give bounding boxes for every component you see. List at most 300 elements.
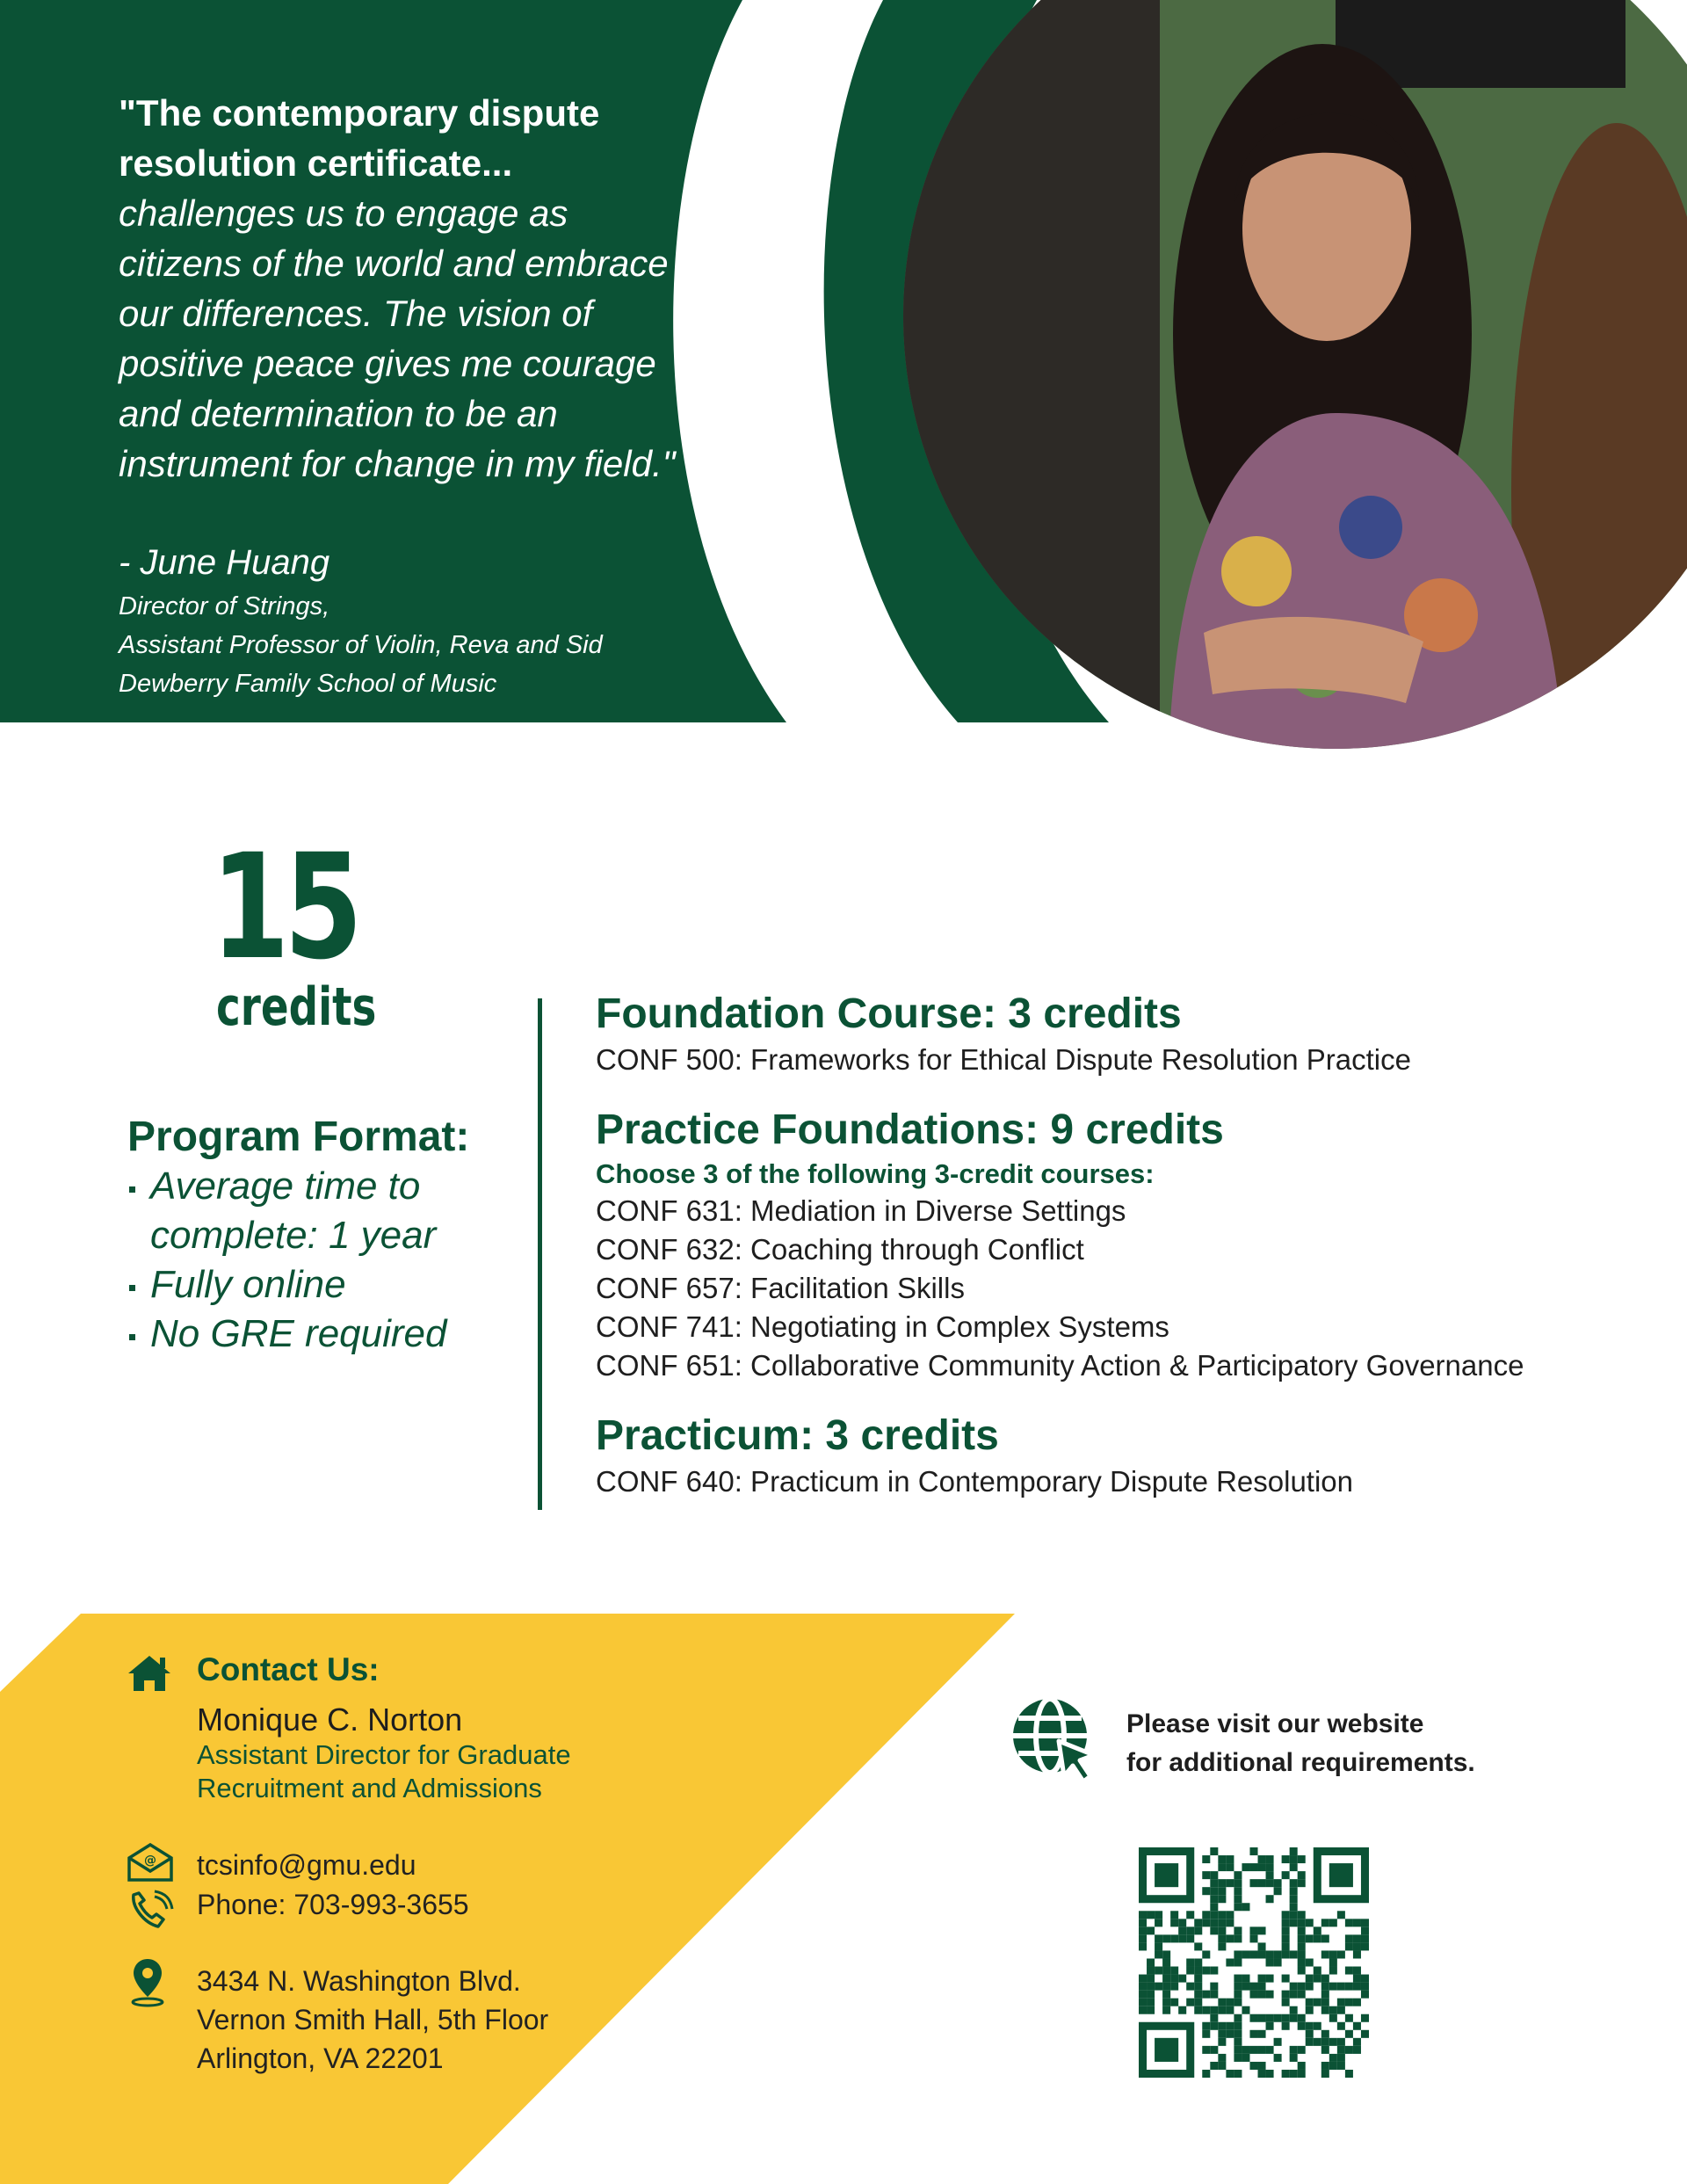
qr-module — [1249, 1863, 1257, 1871]
quote-lead: "The contemporary dispute resolution certificate... — [119, 92, 600, 184]
qr-module — [1194, 1919, 1202, 1926]
contact-title: Contact Us: — [197, 1651, 380, 1687]
qr-module — [1258, 1926, 1266, 1934]
qr-module — [1162, 1983, 1170, 1991]
qr-module — [1226, 1863, 1234, 1871]
qr-module — [1242, 1863, 1249, 1871]
qr-module — [1226, 1934, 1234, 1942]
qr-module — [1258, 2046, 1266, 2054]
qr-module — [1186, 1999, 1194, 2006]
qr-module — [1282, 1991, 1290, 1999]
qr-module — [1155, 1919, 1162, 1926]
qr-module — [1202, 1950, 1210, 1958]
qr-module — [1266, 2046, 1274, 2054]
qr-module — [1147, 1958, 1155, 1966]
qr-module — [1298, 1911, 1306, 1919]
qr-module — [1210, 1871, 1218, 1879]
website-note-line: Please visit our website — [1126, 1709, 1424, 1738]
qr-module — [1186, 1911, 1194, 1919]
qr-module — [1147, 1999, 1155, 2006]
qr-module — [1306, 1999, 1314, 2006]
qr-module — [1226, 2022, 1234, 2030]
qr-module — [1266, 1975, 1274, 1983]
qr-module — [1210, 1879, 1218, 1887]
qr-module — [1202, 1911, 1210, 1919]
qr-module — [1218, 1926, 1226, 1934]
qr-module — [1210, 1887, 1218, 1895]
qr-module — [1266, 1855, 1274, 1863]
qr-module — [1266, 2070, 1274, 2078]
qr-module — [1242, 2006, 1249, 2014]
qr-module — [1306, 1983, 1314, 1991]
qr-module — [1321, 1919, 1329, 1926]
qr-module — [1266, 1950, 1274, 1958]
qr-module — [1139, 1934, 1147, 1942]
qr-module — [1210, 1895, 1218, 1903]
qr-module — [1194, 1983, 1202, 1991]
qr-module — [1162, 2006, 1170, 2014]
format-item: Fully online — [127, 1260, 537, 1310]
qr-module — [1186, 1967, 1194, 1975]
qr-module — [1314, 2022, 1321, 2030]
qr-module — [1314, 1926, 1321, 1934]
qr-module — [1314, 1967, 1321, 1975]
qr-module — [1234, 1991, 1242, 1999]
course-item: CONF 657: Facilitation Skills — [596, 1272, 965, 1304]
qr-module — [1218, 2062, 1226, 2070]
qr-module — [1274, 1950, 1282, 1958]
qr-module — [1147, 1911, 1155, 1919]
qr-module — [1258, 2030, 1266, 2038]
qr-module — [1345, 1942, 1353, 1950]
qr-module — [1147, 1967, 1155, 1975]
qr-module — [1321, 1999, 1329, 2006]
qr-module — [1298, 1991, 1306, 1999]
qr-module — [1361, 2030, 1369, 2038]
qr-module — [1361, 1926, 1369, 1934]
program-format-list — [127, 1162, 537, 1359]
location-pin-icon — [128, 1956, 167, 2007]
qr-module — [1274, 2014, 1282, 2022]
qr-module — [1290, 1919, 1298, 1926]
qr-module — [1249, 1983, 1257, 1991]
qr-module — [1226, 1855, 1234, 1863]
qr-module — [1218, 2006, 1226, 2014]
qr-module — [1234, 1983, 1242, 1991]
qr-module — [1290, 2046, 1298, 2054]
address-line: Vernon Smith Hall, 5th Floor — [197, 2004, 549, 2035]
contact-name: Monique C. Norton — [197, 1701, 463, 1738]
qr-module — [1218, 1855, 1226, 1863]
qr-module — [1202, 1871, 1210, 1879]
qr-code[interactable] — [1139, 1847, 1369, 2078]
svg-text:@: @ — [144, 1854, 156, 1868]
qr-module — [1298, 1950, 1306, 1958]
qr-module — [1210, 1991, 1218, 1999]
qr-module — [1337, 1911, 1345, 1919]
qr-module — [1258, 1950, 1266, 1958]
qr-module — [1290, 1847, 1298, 1855]
qr-module — [1194, 1926, 1202, 1934]
qr-module — [1329, 1983, 1337, 1991]
qr-module — [1178, 1934, 1186, 1942]
qr-module — [1337, 1999, 1345, 2006]
qr-module — [1194, 1975, 1202, 1983]
qr-module — [1139, 1911, 1147, 1919]
qr-module — [1274, 1958, 1282, 1966]
qr-module — [1162, 1967, 1170, 1975]
qr-module — [1218, 1863, 1226, 1871]
qr-module — [1210, 2006, 1218, 2014]
qr-finder — [1155, 1863, 1178, 1887]
qr-module — [1258, 1879, 1266, 1887]
qr-module — [1306, 2022, 1314, 2030]
qr-module — [1218, 1887, 1226, 1895]
qr-module — [1249, 1847, 1257, 1855]
qr-module — [1194, 1991, 1202, 1999]
contact-phone[interactable]: Phone: 703-993-3655 — [197, 1889, 469, 1920]
qr-module — [1321, 2046, 1329, 2054]
qr-module — [1361, 1975, 1369, 1983]
qr-module — [1139, 1999, 1147, 2006]
qr-module — [1282, 2014, 1290, 2022]
qr-module — [1162, 1999, 1170, 2006]
qr-module — [1242, 1950, 1249, 1958]
qr-module — [1139, 1942, 1147, 1950]
qr-module — [1170, 1934, 1178, 1942]
qr-module — [1178, 1975, 1186, 1983]
qr-module — [1147, 1975, 1155, 1983]
quote-body: challenges us to engage as citizens of the world and embrace our differences. The vision of positive peace gives me courage and determination to be an instrument for change in my field." — [119, 192, 676, 484]
qr-module — [1249, 1926, 1257, 1934]
qr-module — [1353, 1950, 1361, 1958]
qr-module — [1234, 1879, 1242, 1887]
qr-module — [1226, 1999, 1234, 2006]
qr-module — [1194, 2006, 1202, 2014]
qr-module — [1202, 1919, 1210, 1926]
address-line: Arlington, VA 22201 — [197, 2043, 444, 2074]
qr-module — [1337, 2046, 1345, 2054]
qr-module — [1306, 2030, 1314, 2038]
qr-module — [1249, 2062, 1257, 2070]
qr-module — [1234, 1975, 1242, 1983]
qr-finder — [1155, 2038, 1178, 2062]
qr-module — [1234, 1999, 1242, 2006]
qr-module — [1194, 1967, 1202, 1975]
qr-module — [1274, 1887, 1282, 1895]
qr-module — [1314, 1999, 1321, 2006]
section-subtitle: Choose 3 of the following 3-credit courses: — [596, 1158, 1155, 1189]
program-format-title: Program Format: — [127, 1114, 470, 1160]
qr-module — [1282, 2070, 1290, 2078]
qr-module — [1353, 2046, 1361, 2054]
qr-module — [1258, 1983, 1266, 1991]
qr-module — [1329, 1967, 1337, 1975]
qr-module — [1155, 1950, 1162, 1958]
qr-module — [1298, 1855, 1306, 1863]
qr-module — [1290, 1863, 1298, 1871]
qr-module — [1234, 2022, 1242, 2030]
qr-module — [1234, 1950, 1242, 1958]
course-item: CONF 741: Negotiating in Complex Systems — [596, 1310, 1169, 1343]
qr-module — [1234, 1903, 1242, 1911]
section-practice-foundations — [596, 1104, 1650, 1385]
qr-module — [1290, 1983, 1298, 1991]
qr-module — [1298, 2070, 1306, 2078]
qr-module — [1282, 1855, 1290, 1863]
section-title: Practice Foundations: 9 credits — [596, 1107, 1224, 1153]
qr-module — [1218, 1934, 1226, 1942]
qr-module — [1306, 1919, 1314, 1926]
qr-module — [1234, 2014, 1242, 2022]
qr-module — [1282, 1934, 1290, 1942]
qr-module — [1178, 1926, 1186, 1934]
qr-module — [1290, 1887, 1298, 1895]
qr-module — [1353, 1967, 1361, 1975]
testimonial-quote — [119, 88, 699, 489]
qr-module — [1155, 1967, 1162, 1975]
qr-module — [1329, 2062, 1337, 2070]
qr-module — [1234, 1871, 1242, 1879]
home-icon — [125, 1652, 174, 1693]
qr-module — [1249, 1950, 1257, 1958]
qr-module — [1226, 1919, 1234, 1926]
qr-module — [1226, 1911, 1234, 1919]
vertical-divider — [538, 998, 542, 1510]
qr-module — [1290, 1911, 1298, 1919]
qr-module — [1202, 1967, 1210, 1975]
qr-module — [1226, 1879, 1234, 1887]
qr-module — [1147, 2006, 1155, 2014]
qr-module — [1345, 1983, 1353, 1991]
qr-module — [1321, 2030, 1329, 2038]
qr-module — [1139, 1975, 1147, 1983]
course-item: CONF 632: Coaching through Conflict — [596, 1233, 1084, 1266]
qr-module — [1282, 1950, 1290, 1958]
qr-module — [1345, 1967, 1353, 1975]
qr-module — [1282, 1911, 1290, 1919]
qr-module — [1314, 2038, 1321, 2046]
contact-address — [197, 1962, 548, 2078]
course-item: CONF 631: Mediation in Diverse Settings — [596, 1194, 1126, 1227]
qr-module — [1337, 2006, 1345, 2014]
qr-module — [1298, 1942, 1306, 1950]
qr-module — [1226, 2030, 1234, 2038]
qr-module — [1282, 1871, 1290, 1879]
qr-module — [1321, 1975, 1329, 1983]
course-item: CONF 651: Collaborative Community Action & Participatory Governance — [596, 1349, 1524, 1382]
qr-module — [1353, 2038, 1361, 2046]
qr-module — [1321, 2062, 1329, 2070]
qr-module — [1274, 1879, 1282, 1887]
qr-module — [1170, 1999, 1178, 2006]
qr-module — [1290, 1855, 1298, 1863]
qr-module — [1162, 1950, 1170, 1958]
qr-module — [1345, 2030, 1353, 2038]
qr-module — [1249, 1934, 1257, 1942]
qr-module — [1210, 2014, 1218, 2022]
qr-module — [1218, 1942, 1226, 1950]
qr-module — [1234, 2054, 1242, 2062]
qr-module — [1155, 1983, 1162, 1991]
qr-module — [1139, 1991, 1147, 1999]
qr-module — [1234, 2030, 1242, 2038]
qr-module — [1329, 1958, 1337, 1966]
qr-module — [1321, 1983, 1329, 1991]
qr-module — [1345, 2046, 1353, 2054]
qr-module — [1282, 2022, 1290, 2030]
qr-module — [1321, 1934, 1329, 1942]
qr-module — [1226, 1958, 1234, 1966]
qr-module — [1234, 2070, 1242, 2078]
attribution-name: - June Huang — [119, 543, 330, 582]
qr-module — [1186, 1934, 1194, 1942]
address-line: 3434 N. Washington Blvd. — [197, 1965, 521, 1997]
qr-module — [1242, 1975, 1249, 1983]
qr-module — [1139, 1919, 1147, 1926]
qr-module — [1170, 1911, 1178, 1919]
qr-module — [1306, 1975, 1314, 1983]
qr-module — [1258, 2070, 1266, 2078]
qr-module — [1234, 1934, 1242, 1942]
credits-number: 15 — [211, 823, 358, 991]
attribution-title-line: Assistant Professor of Violin, Reva and Sid — [119, 631, 603, 659]
qr-module — [1298, 1919, 1306, 1926]
qr-module — [1202, 2006, 1210, 2014]
qr-module — [1337, 2062, 1345, 2070]
qr-module — [1258, 1942, 1266, 1950]
qr-module — [1290, 1991, 1298, 1999]
qr-module — [1249, 1879, 1257, 1887]
qr-module — [1218, 1879, 1226, 1887]
qr-finder — [1329, 1863, 1353, 1887]
qr-module — [1298, 1983, 1306, 1991]
qr-module — [1147, 1983, 1155, 1991]
qr-module — [1345, 1934, 1353, 1942]
qr-module — [1361, 2014, 1369, 2022]
qr-module — [1249, 2014, 1257, 2022]
qr-module — [1234, 1926, 1242, 1934]
qr-module — [1210, 1967, 1218, 1975]
qr-module — [1170, 1983, 1178, 1991]
qr-module — [1298, 1958, 1306, 1966]
qr-module — [1178, 2006, 1186, 2014]
qr-module — [1337, 1983, 1345, 1991]
qr-module — [1282, 1919, 1290, 1926]
qr-module — [1242, 2046, 1249, 2054]
website-note — [1126, 1705, 1475, 1782]
contact-role-line: Recruitment and Admissions — [197, 1773, 542, 1803]
qr-module — [1266, 1863, 1274, 1871]
qr-module — [1258, 2014, 1266, 2022]
qr-module — [1170, 1967, 1178, 1975]
qr-module — [1194, 1942, 1202, 1950]
qr-module — [1337, 2022, 1345, 2030]
attribution-title-line: Director of Strings, — [119, 592, 330, 620]
qr-module — [1258, 1863, 1266, 1871]
qr-module — [1234, 2038, 1242, 2046]
qr-module — [1194, 1958, 1202, 1966]
format-item: Average time to complete: 1 year — [127, 1162, 537, 1260]
qr-module — [1353, 1942, 1361, 1950]
qr-module — [1234, 1958, 1242, 1966]
qr-module — [1298, 2022, 1306, 2030]
qr-module — [1345, 1919, 1353, 1926]
qr-module — [1218, 1999, 1226, 2006]
qr-module — [1321, 2006, 1329, 2014]
qr-module — [1306, 1934, 1314, 1942]
qr-module — [1234, 1895, 1242, 1903]
qr-module — [1361, 1983, 1369, 1991]
qr-module — [1218, 1895, 1226, 1903]
qr-module — [1218, 2022, 1226, 2030]
qr-module — [1218, 1919, 1226, 1926]
qr-module — [1210, 2022, 1218, 2030]
qr-module — [1361, 1934, 1369, 1942]
course-list — [596, 988, 1650, 1526]
qr-module — [1202, 1991, 1210, 1999]
qr-module — [1162, 1991, 1170, 1999]
qr-module — [1282, 1926, 1290, 1934]
qr-module — [1258, 2062, 1266, 2070]
attribution-title-line: Dewberry Family School of Music — [119, 670, 497, 698]
qr-module — [1186, 1983, 1194, 1991]
qr-module — [1274, 2038, 1282, 2046]
qr-module — [1210, 1911, 1218, 1919]
envelope-icon — [127, 1842, 174, 1883]
qr-module — [1266, 1991, 1274, 1999]
qr-module — [1266, 1879, 1274, 1887]
qr-module — [1202, 1855, 1210, 1863]
contact-email-link[interactable]: tcsinfo@gmu.edu — [197, 1849, 416, 1881]
qr-module — [1353, 1934, 1361, 1942]
qr-module — [1242, 2054, 1249, 2062]
qr-module — [1194, 1999, 1202, 2006]
qr-module — [1282, 1942, 1290, 1950]
format-item: No GRE required — [127, 1310, 537, 1359]
qr-module — [1155, 1942, 1162, 1950]
qr-module — [1345, 2070, 1353, 2078]
qr-module — [1162, 1975, 1170, 1983]
qr-module — [1249, 2030, 1257, 2038]
qr-module — [1178, 1919, 1186, 1926]
website-note-line: for additional requirements. — [1126, 1748, 1475, 1777]
globe-cursor-icon — [1006, 1692, 1103, 1789]
qr-module — [1218, 2054, 1226, 2062]
qr-module — [1210, 1983, 1218, 1991]
qr-module — [1218, 2030, 1226, 2038]
qr-module — [1329, 2054, 1337, 2062]
qr-module — [1290, 2070, 1298, 2078]
contact-role-line: Assistant Director for Graduate — [197, 1739, 571, 1770]
qr-module — [1282, 1999, 1290, 2006]
qr-module — [1210, 1847, 1218, 1855]
qr-module — [1155, 1934, 1162, 1942]
course-item: CONF 640: Practicum in Contemporary Dispute Resolution — [596, 1465, 1354, 1498]
qr-module — [1345, 2014, 1353, 2022]
qr-module — [1290, 2006, 1298, 2014]
qr-module — [1242, 1903, 1249, 1911]
qr-module — [1353, 1983, 1361, 1991]
qr-module — [1298, 2014, 1306, 2022]
section-foundation — [596, 988, 1650, 1079]
qr-module — [1226, 2070, 1234, 2078]
qr-module — [1147, 1991, 1155, 1999]
qr-module — [1329, 1950, 1337, 1958]
qr-module — [1337, 2038, 1345, 2046]
qr-module — [1290, 1903, 1298, 1911]
qr-module — [1226, 2006, 1234, 2014]
